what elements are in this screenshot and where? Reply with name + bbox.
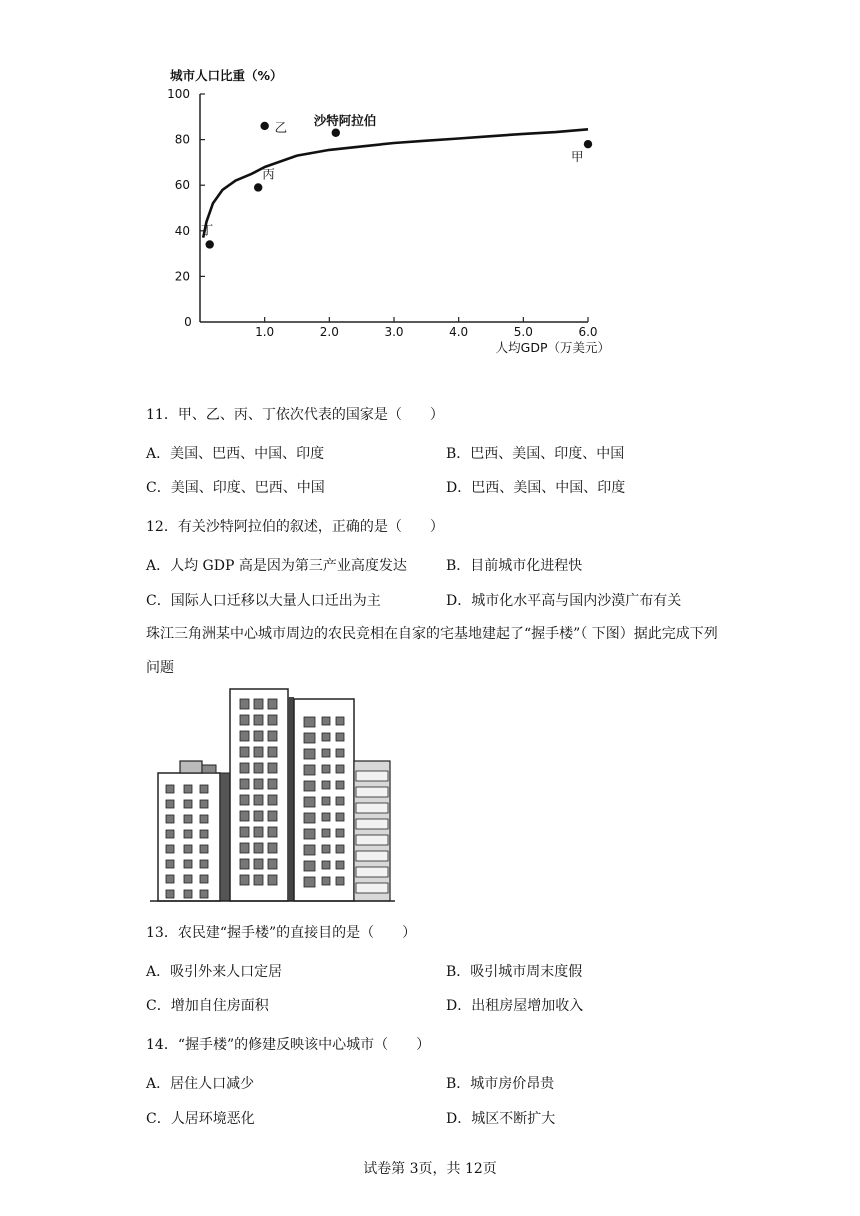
q13-option-b[interactable]: B．吸引城市周末度假 [446,964,583,980]
window-left [200,845,208,853]
window-mid [268,731,277,741]
window-mid [240,811,249,821]
window-mid [268,843,277,853]
window-mid [254,731,263,741]
floor-stripe [356,867,388,877]
window-right [304,861,315,871]
window-mid [254,747,263,757]
point-label: 乙 [274,119,288,135]
q13-stem: 13．农民建“握手楼”的直接目的是（ ） [146,925,417,941]
window-mid [268,875,277,885]
window-right [322,765,330,773]
y-tick-label: 20 [174,269,190,284]
q11-option-d[interactable]: D．巴西、美国、中国、印度 [446,480,626,496]
trend-curve [200,129,588,238]
window-right [304,797,315,807]
window-left [166,890,174,898]
window-left [184,815,192,823]
x-tick-label: 1.0 [255,325,275,339]
window-mid [240,795,249,805]
window-left [200,830,208,838]
window-left [200,785,208,793]
window-mid [240,827,249,837]
y-tick-label: 80 [174,132,190,147]
q14-option-a[interactable]: A．居住人口减少 [146,1076,255,1092]
window-mid [268,763,277,773]
window-mid [268,779,277,789]
window-right [322,829,330,837]
window-right [304,717,315,727]
q12-option-a[interactable]: A．人均 GDP 高是因为第三产业高度发达 [146,558,407,574]
window-left [184,845,192,853]
q14-option-d[interactable]: D．城区不断扩大 [446,1111,556,1127]
window-mid [240,699,249,709]
window-right [304,845,315,855]
window-right [336,829,344,837]
window-right [336,765,344,773]
point-label: 丁 [200,222,214,238]
window-mid [268,747,277,757]
q13-option-c[interactable]: C．增加自住房面积 [146,998,269,1014]
window-mid [254,811,263,821]
window-left [200,890,208,898]
window-right [304,877,315,887]
y-axis-label: 城市人口比重（%） [170,68,283,83]
window-mid [240,875,249,885]
window-left [184,890,192,898]
window-right [336,749,344,757]
q11-stem: 11．甲、乙、丙、丁依次代表的国家是（ ） [146,407,444,423]
window-left [184,860,192,868]
x-tick-label: 6.0 [578,325,598,339]
window-right [322,749,330,757]
window-right [322,733,330,741]
window-mid [268,859,277,869]
window-left [166,875,174,883]
window-right [304,813,315,823]
window-right [336,845,344,853]
window-right [322,717,330,725]
window-mid [240,763,249,773]
floor-stripe [356,883,388,893]
window-right [336,733,344,741]
q14-option-b[interactable]: B．城市房价昂贵 [446,1076,555,1092]
q12-option-c[interactable]: C．国际人口迁移以大量人口迁出为主 [146,593,381,609]
y-tick-label: 60 [174,178,190,193]
x-tick-label: 3.0 [384,325,404,339]
urbanization-chart [140,60,620,360]
window-right [336,717,344,725]
data-point [332,129,340,137]
floor-stripe [356,819,388,829]
window-mid [268,827,277,837]
window-right [322,861,330,869]
window-mid [240,779,249,789]
window-mid [254,843,263,853]
window-mid [240,715,249,725]
point-label: 丙 [262,166,275,182]
origin-label: 0 [184,315,192,329]
window-right [322,797,330,805]
window-right [304,781,315,791]
floor-stripe [356,771,388,781]
q14-option-c[interactable]: C．人居环境恶化 [146,1111,255,1127]
data-point [260,122,268,130]
window-left [200,815,208,823]
window-mid [254,827,263,837]
x-tick-label: 4.0 [449,325,469,339]
x-axis-label: 人均GDP（万美元） [495,340,610,355]
passage-text: 珠江三角洲某中心城市周边的农民竞相在自家的宅基地建起了“握手楼”（ 下图）据此完成下列问题 [146,626,718,676]
window-left [184,785,192,793]
q14-stem: 14．“握手楼”的修建反映该中心城市（ ） [146,1037,431,1053]
floor-stripe [356,835,388,845]
window-mid [240,843,249,853]
window-right [322,845,330,853]
q12-option-d[interactable]: D．城市化水平高与国内沙漠广布有关 [446,593,682,609]
page-footer: 试卷第 3页，共 12页 [363,1161,497,1177]
window-left [184,875,192,883]
window-left [184,830,192,838]
window-left [166,815,174,823]
window-mid [254,859,263,869]
window-left [166,785,174,793]
window-right [304,733,315,743]
window-right [336,877,344,885]
window-right [336,813,344,821]
window-mid [268,715,277,725]
window-mid [268,699,277,709]
q11-option-b[interactable]: B．巴西、美国、印度、中国 [446,446,625,462]
window-mid [254,699,263,709]
x-tick-label: 2.0 [319,325,339,339]
q12-stem: 12．有关沙特阿拉伯的叙述，正确的是（ ） [146,519,444,535]
window-mid [254,795,263,805]
window-right [322,877,330,885]
window-mid [240,731,249,741]
y-tick-label: 100 [167,87,190,101]
window-left [184,800,192,808]
window-right [336,861,344,869]
window-right [304,749,315,759]
window-left [200,800,208,808]
q11-option-c[interactable]: C．美国、印度、巴西、中国 [146,480,325,496]
floor-stripe [356,803,388,813]
point-label: 沙特阿拉伯 [313,112,377,128]
window-left [200,875,208,883]
window-left [166,860,174,868]
window-right [304,829,315,839]
q12-option-b[interactable]: B．目前城市化进程快 [446,558,583,574]
window-right [336,781,344,789]
floor-stripe [356,787,388,797]
handshake-buildings-illustration [150,685,395,903]
window-right [304,765,315,775]
window-mid [240,859,249,869]
chart-root [167,68,610,355]
floor-stripe [356,851,388,861]
q11-option-a[interactable]: A．美国、巴西、中国、印度 [146,446,325,462]
data-point [584,140,592,148]
data-point [254,183,262,191]
window-mid [254,779,263,789]
window-left [166,830,174,838]
window-mid [254,875,263,885]
point-label: 甲 [571,149,584,165]
window-right [322,781,330,789]
window-mid [268,811,277,821]
window-left [166,845,174,853]
window-right [322,813,330,821]
window-left [200,860,208,868]
x-tick-label: 5.0 [513,325,533,339]
window-right [336,797,344,805]
q13-option-d[interactable]: D．出租房屋增加收入 [446,998,584,1014]
window-mid [268,795,277,805]
window-mid [254,715,263,725]
window-mid [254,763,263,773]
q13-option-a[interactable]: A．吸引外来人口定居 [146,964,283,980]
data-point [206,240,214,248]
y-tick-label: 40 [174,223,190,238]
window-mid [240,747,249,757]
window-left [166,800,174,808]
